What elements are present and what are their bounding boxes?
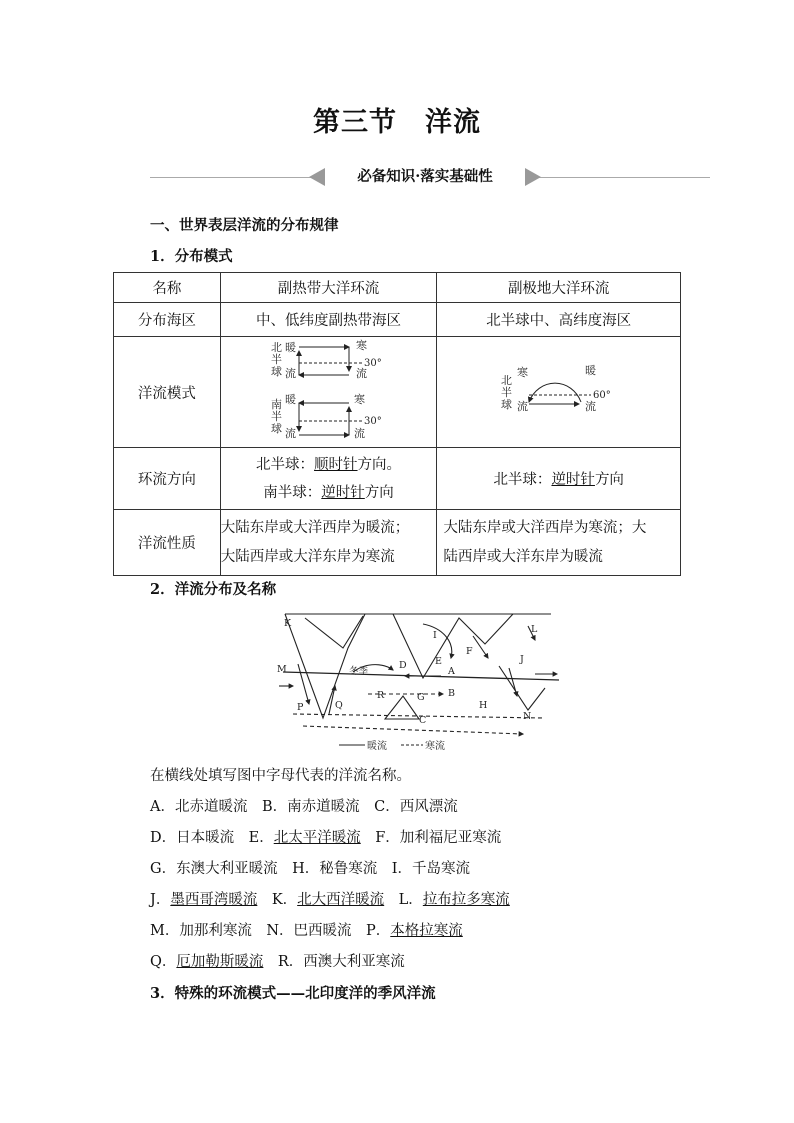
map-letter: E [435, 656, 442, 667]
map-letter: K [284, 618, 292, 629]
diagram-label-flow: 流 [584, 400, 596, 413]
table-cell [220, 448, 437, 510]
diagram-label-60: 60° [592, 390, 611, 401]
diagram-label-cold: 寒 [516, 366, 528, 379]
table-cell [437, 510, 681, 576]
table-cell: 副热带大洋环流 [220, 273, 437, 303]
map-label-winter: 冬季 [349, 666, 369, 677]
diagram-label-30: 30° [363, 358, 382, 369]
subtropical-gyre-diagram [269, 339, 389, 445]
nature-line: 大陆西岸或大洋东岸为寒流 [220, 548, 395, 565]
diagram-label-north: 北 [270, 341, 282, 354]
table-cell: 北半球中、高纬度海区 [437, 303, 681, 337]
map-letter: M [277, 664, 287, 675]
map-letter: R [377, 690, 385, 701]
text: 北半球： [256, 456, 315, 473]
answer-blank: 逆时针 [551, 472, 595, 488]
map-letter: C [419, 715, 427, 726]
table-cell: 洋流性质 [114, 510, 221, 576]
section-heading: 一、世界表层洋流的分布规律 [150, 217, 339, 234]
section-banner [150, 163, 710, 193]
circulation-table [113, 272, 681, 576]
table-cell: 名称 [114, 273, 221, 303]
table-cell: 分布海区 [114, 303, 221, 337]
answer-blank: 北太平洋暖流 [273, 830, 361, 846]
diagram-label-warm: 暖 [284, 393, 296, 406]
diagram-label-flow: 流 [353, 427, 365, 440]
legend-cold-label: 寒流 [425, 741, 445, 752]
answer-text: L． [384, 892, 423, 908]
map-letter: Q [335, 700, 343, 711]
answer-blank: 顺时针 [314, 456, 358, 473]
answer-text: K． [257, 892, 298, 908]
answer-text: Q． [150, 954, 177, 970]
page-title: 第三节 洋流 [313, 107, 481, 138]
diagram-label-cold: 寒 [353, 393, 365, 406]
subpolar-gyre-diagram [499, 362, 619, 422]
answer-line [150, 888, 510, 909]
diagram-label-south: 南 [270, 398, 282, 411]
diagram-label-flow: 流 [516, 400, 528, 413]
text: 北半球： [493, 472, 552, 488]
direction-line [221, 451, 437, 479]
diagram-label-cold: 寒 [355, 339, 367, 352]
map-letter: B [448, 688, 455, 699]
answer-text: G．东澳大利亚暖流 H．秘鲁寒流 I．千岛寒流 [150, 861, 470, 877]
map-letter: D [399, 660, 407, 671]
diagram-label-north: 半 [270, 353, 282, 366]
table-cell: 副极地大洋环流 [437, 273, 681, 303]
table-row [114, 337, 681, 448]
table-cell: 中、低纬度副热带海区 [220, 303, 437, 337]
diagram-label-warm: 暖 [584, 364, 596, 377]
text: 方向 [364, 484, 394, 501]
map-letter: J [520, 654, 524, 665]
map-letter: G [417, 692, 425, 703]
map-letter: A [448, 666, 455, 677]
diagram-label-flow: 流 [355, 367, 367, 380]
diagram-label-flow: 流 [284, 367, 296, 380]
answer-blank: 本格拉寒流 [390, 923, 463, 939]
answer-blank: 北大西洋暖流 [297, 892, 385, 908]
table-header-row [114, 273, 681, 303]
legend-warm-label: 暖流 [367, 741, 387, 752]
table-row [114, 303, 681, 337]
direction-line [221, 479, 437, 507]
answer-text: J． [150, 892, 171, 908]
text: 方向。 [357, 456, 402, 473]
map-letter: I [433, 630, 437, 641]
table-cell [220, 510, 437, 576]
nature-line: 陆西岸或大洋东岸为暖流 [443, 548, 603, 565]
answer-text: F．加利福尼亚寒流 [360, 830, 502, 846]
diagram-label-north: 球 [500, 398, 512, 411]
diagram-label-flow: 流 [284, 427, 296, 440]
instruction-text: 在横线处填写图中字母代表的洋流名称。 [150, 768, 411, 784]
diagram-label-north: 半 [500, 386, 512, 399]
diagram-label-warm: 暖 [284, 341, 296, 354]
diagram-label-south: 球 [270, 422, 282, 435]
subheading-monsoon-currents: 3．特殊的环流模式——北印度洋的季风洋流 [150, 985, 436, 1002]
diagram-label-30: 30° [363, 416, 382, 427]
answer-blank: 拉布拉多寒流 [422, 892, 510, 908]
answer-text: M．加那利寒流 N．巴西暖流 P． [150, 923, 391, 939]
answer-text: D．日本暖流 E． [150, 830, 274, 846]
text: 方向 [594, 472, 624, 488]
answer-blank: 墨西哥湾暖流 [170, 892, 258, 908]
banner-label: 必备知识·落实基础性 [325, 164, 525, 190]
diagram-label-north: 北 [500, 374, 512, 387]
subheading-distribution-pattern: 1．分布模式 [150, 248, 233, 265]
table-row [114, 510, 681, 576]
nature-line: 大陆东岸或大洋西岸为寒流；大 [443, 519, 647, 536]
diagram-label-north: 球 [270, 365, 282, 378]
answer-line [150, 826, 501, 847]
answer-text: R．西澳大利亚寒流 [263, 954, 405, 970]
answer-line [150, 919, 463, 940]
map-letter: H [479, 700, 488, 711]
answer-blank: 厄加勒斯暖流 [176, 954, 264, 970]
table-cell: 洋流模式 [114, 337, 221, 448]
subtropical-gyre-diagram-cell [220, 337, 437, 448]
answer-line [150, 857, 470, 878]
nature-line: 大陆东岸或大洋西岸为暖流； [220, 519, 410, 536]
diagram-label-south: 半 [270, 410, 282, 423]
subheading-currents-map: 2．洋流分布及名称 [150, 581, 277, 598]
answer-line [150, 950, 405, 971]
table-cell [437, 448, 681, 510]
answer-blank: 逆时针 [321, 484, 365, 501]
map-letter: F [466, 646, 473, 657]
table-cell: 环流方向 [114, 448, 221, 510]
subpolar-gyre-diagram-cell [437, 337, 681, 448]
map-letter: N [523, 711, 532, 722]
answer-text: A．北赤道暖流 B．南赤道暖流 C．西风漂流 [150, 799, 458, 815]
table-row [114, 448, 681, 510]
text: 南半球： [263, 484, 322, 501]
answer-line [150, 795, 458, 816]
map-letter: P [297, 702, 304, 713]
map-letter: L [531, 624, 538, 635]
ocean-currents-map [273, 606, 563, 754]
